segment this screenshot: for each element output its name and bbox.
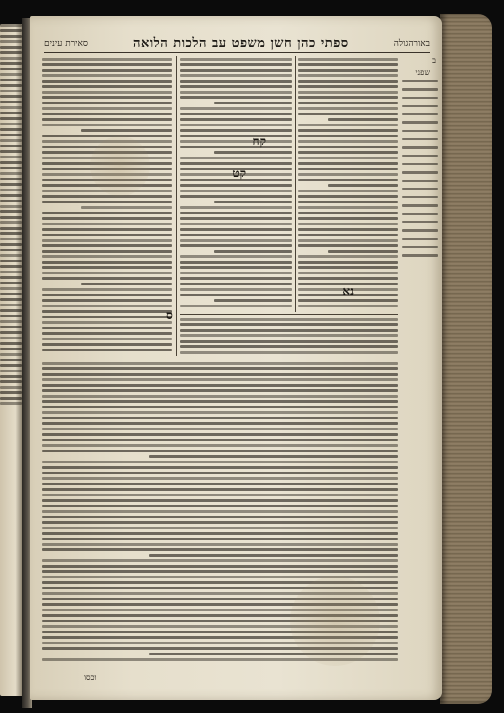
text-line — [0, 200, 22, 203]
text-line — [42, 499, 398, 502]
text-line — [42, 327, 172, 330]
text-line — [298, 102, 398, 105]
text-line — [42, 570, 398, 573]
text-line — [402, 97, 438, 99]
text-line — [180, 277, 292, 280]
text-line — [298, 190, 398, 193]
text-line — [214, 201, 292, 204]
text-line — [42, 395, 398, 398]
text-line — [42, 217, 172, 220]
text-line — [42, 124, 172, 127]
text-line — [298, 234, 398, 237]
text-line — [42, 288, 172, 291]
text-line — [0, 287, 22, 290]
text-line — [298, 113, 398, 116]
text-line — [42, 494, 398, 497]
text-line — [298, 80, 398, 83]
text-line — [298, 74, 398, 77]
text-line — [42, 559, 398, 562]
text-line — [42, 332, 172, 335]
text-line — [0, 331, 22, 334]
text-line — [42, 305, 172, 308]
text-line — [42, 450, 398, 453]
text-line — [0, 309, 22, 312]
text-line — [298, 146, 398, 149]
text-line — [298, 124, 398, 127]
text-line — [402, 163, 438, 165]
text-line — [298, 63, 398, 66]
header-column-label: סאירת עינים — [44, 38, 89, 49]
text-line — [0, 106, 22, 109]
text-line — [180, 272, 292, 275]
text-line — [180, 206, 292, 209]
text-line — [180, 146, 292, 149]
text-line — [0, 57, 22, 60]
text-line — [42, 272, 172, 275]
text-line — [180, 334, 398, 337]
text-line — [42, 400, 398, 403]
text-line — [298, 277, 398, 280]
text-line — [42, 228, 172, 231]
text-line — [298, 96, 398, 99]
text-line — [298, 261, 398, 264]
text-line — [42, 505, 398, 508]
text-line — [298, 255, 398, 258]
text-line — [298, 299, 398, 302]
text-line — [180, 129, 292, 132]
text-line — [42, 239, 172, 242]
text-line — [298, 58, 398, 61]
text-line — [180, 190, 292, 193]
text-line — [180, 63, 292, 66]
section-mark: נא — [342, 284, 354, 298]
text-line — [0, 320, 22, 323]
text-line — [180, 91, 292, 94]
text-line — [42, 261, 172, 264]
text-line — [180, 58, 292, 61]
margin-glosses — [402, 80, 438, 270]
text-line — [180, 345, 398, 348]
margin-gloss-label: שפני — [415, 68, 430, 77]
text-line — [298, 305, 398, 308]
text-line — [298, 266, 398, 269]
text-line — [402, 121, 438, 123]
text-line — [0, 359, 22, 362]
text-line — [180, 234, 292, 237]
text-line — [402, 213, 438, 215]
text-line — [0, 375, 22, 378]
text-line — [402, 246, 438, 248]
text-line — [298, 179, 398, 182]
text-line — [298, 85, 398, 88]
text-line — [42, 338, 172, 341]
text-line — [42, 74, 172, 77]
text-line — [0, 79, 22, 82]
text-line — [42, 343, 172, 346]
text-line — [0, 95, 22, 98]
text-line — [298, 239, 398, 242]
text-line — [180, 212, 292, 215]
text-line — [180, 157, 292, 160]
text-line — [42, 548, 398, 551]
text-line — [0, 172, 22, 175]
text-line — [298, 140, 398, 143]
text-line — [42, 543, 398, 546]
text-line — [42, 444, 398, 447]
text-line — [0, 161, 22, 164]
text-line — [0, 123, 22, 126]
text-line — [42, 244, 172, 247]
text-line — [298, 212, 398, 215]
text-line — [0, 51, 22, 54]
text-line — [0, 62, 22, 65]
text-line — [180, 184, 292, 187]
text-line — [0, 282, 22, 285]
text-line — [298, 162, 398, 165]
text-line — [298, 151, 398, 154]
text-line — [0, 221, 22, 224]
text-line — [0, 315, 22, 318]
text-line — [214, 102, 292, 105]
text-line — [42, 255, 172, 258]
text-line — [298, 69, 398, 72]
text-line — [42, 472, 398, 475]
text-line — [180, 162, 292, 165]
text-line — [42, 477, 398, 480]
text-line — [0, 216, 22, 219]
text-line — [42, 234, 172, 237]
text-line — [0, 68, 22, 71]
text-line — [0, 249, 22, 252]
text-line — [81, 283, 172, 286]
commentary-column-middle — [180, 58, 292, 310]
text-line — [42, 538, 398, 541]
text-line — [180, 283, 292, 286]
text-line — [42, 250, 172, 253]
text-line — [0, 276, 22, 279]
text-line — [42, 107, 172, 110]
text-line — [0, 205, 22, 208]
text-line — [42, 439, 398, 442]
text-line — [180, 323, 398, 326]
text-line — [180, 261, 292, 264]
text-line — [81, 206, 172, 209]
text-line — [42, 565, 398, 568]
text-line — [0, 194, 22, 197]
text-line — [180, 217, 292, 220]
text-line — [42, 417, 398, 420]
text-line — [0, 380, 22, 383]
text-line — [298, 168, 398, 171]
text-line — [42, 212, 172, 215]
text-line — [0, 293, 22, 296]
text-line — [298, 228, 398, 231]
text-line — [42, 433, 398, 436]
text-line — [42, 422, 398, 425]
text-line — [298, 129, 398, 132]
text-line — [402, 180, 438, 182]
text-line — [42, 406, 398, 409]
text-line — [42, 384, 398, 387]
text-line — [328, 184, 398, 187]
text-line — [298, 157, 398, 160]
text-line — [0, 265, 22, 268]
text-line — [0, 156, 22, 159]
text-line — [42, 135, 172, 138]
column-divider — [176, 56, 177, 356]
text-line — [0, 386, 22, 389]
text-line — [42, 521, 398, 524]
text-line — [42, 201, 172, 204]
running-header — [44, 34, 430, 53]
text-line — [0, 101, 22, 104]
text-line — [42, 69, 172, 72]
text-line — [180, 74, 292, 77]
text-line — [402, 88, 438, 90]
text-line — [0, 178, 22, 181]
text-line — [402, 130, 438, 132]
main-text-column-upper — [298, 58, 398, 310]
text-line — [180, 288, 292, 291]
section-mark: קח — [252, 134, 266, 148]
text-line — [0, 370, 22, 373]
text-line — [0, 189, 22, 192]
section-mark: ס — [166, 308, 173, 322]
text-line — [0, 232, 22, 235]
text-line — [149, 554, 398, 557]
text-line — [180, 69, 292, 72]
text-line — [42, 85, 172, 88]
text-line — [402, 138, 438, 140]
text-line — [42, 461, 398, 464]
text-line — [42, 58, 172, 61]
text-line — [0, 117, 22, 120]
text-line — [298, 201, 398, 204]
text-line — [42, 362, 398, 365]
text-line — [298, 195, 398, 198]
text-line — [0, 391, 22, 394]
text-line — [0, 326, 22, 329]
text-line — [0, 24, 22, 27]
text-line — [402, 155, 438, 157]
text-line — [42, 411, 398, 414]
text-line — [42, 310, 172, 313]
text-line — [402, 254, 438, 256]
text-line — [0, 128, 22, 131]
text-line — [402, 105, 438, 107]
text-line — [0, 337, 22, 340]
page-title: ספתי כהן חשן משפט עב הלכות הלואה — [133, 36, 349, 51]
text-line — [0, 260, 22, 263]
header-margin-label: באורהגולה — [393, 38, 430, 49]
section-mark: קט — [232, 166, 246, 180]
text-line — [180, 340, 398, 343]
text-line — [0, 348, 22, 351]
text-line — [42, 389, 398, 392]
text-line — [180, 255, 292, 258]
text-line — [0, 112, 22, 115]
text-line — [402, 188, 438, 190]
text-line — [0, 397, 22, 400]
text-line — [0, 183, 22, 186]
commentary-column-left — [42, 58, 172, 358]
column-divider — [295, 56, 296, 312]
text-line — [298, 217, 398, 220]
text-line — [42, 223, 172, 226]
text-line — [402, 113, 438, 115]
text-line — [0, 342, 22, 345]
text-line — [0, 145, 22, 148]
text-line — [42, 294, 172, 297]
text-line — [402, 196, 438, 198]
text-line — [42, 321, 172, 324]
text-line — [81, 129, 172, 132]
text-line — [402, 221, 438, 223]
text-line — [42, 488, 398, 491]
text-line — [42, 80, 172, 83]
text-line — [0, 134, 22, 137]
text-line — [0, 210, 22, 213]
text-line — [42, 510, 398, 513]
text-line — [180, 244, 292, 247]
text-line — [0, 254, 22, 257]
text-line — [42, 527, 398, 530]
text-line — [42, 483, 398, 486]
text-line — [180, 305, 292, 308]
text-line — [0, 150, 22, 153]
text-line — [298, 223, 398, 226]
section-rule — [180, 314, 398, 315]
margin-numeral: ב — [432, 56, 436, 65]
text-line — [180, 113, 292, 116]
text-line — [0, 73, 22, 76]
text-line — [42, 63, 172, 66]
facing-page-edge — [0, 24, 22, 696]
text-line — [298, 107, 398, 110]
text-line — [298, 135, 398, 138]
text-line — [298, 244, 398, 247]
text-line — [0, 139, 22, 142]
text-line — [402, 171, 438, 173]
text-line — [0, 167, 22, 170]
text-line — [298, 272, 398, 275]
catchword: וכסו — [84, 673, 97, 682]
text-line — [214, 151, 292, 154]
text-line — [42, 113, 172, 116]
text-line — [0, 40, 22, 43]
text-line — [180, 124, 292, 127]
text-line — [42, 373, 398, 376]
text-line — [0, 271, 22, 274]
text-line — [298, 173, 398, 176]
text-line — [42, 266, 172, 269]
text-line — [180, 351, 398, 354]
text-line — [402, 229, 438, 231]
text-line — [42, 91, 172, 94]
text-line — [42, 316, 172, 319]
text-line — [42, 532, 398, 535]
text-line — [0, 227, 22, 230]
text-line — [0, 353, 22, 356]
text-line — [328, 118, 398, 121]
text-line — [402, 80, 438, 82]
text-line — [402, 204, 438, 206]
text-line — [298, 91, 398, 94]
text-line — [0, 364, 22, 367]
text-line — [402, 146, 438, 148]
text-line — [0, 46, 22, 49]
text-line — [180, 85, 292, 88]
text-line — [149, 455, 398, 458]
text-line — [42, 96, 172, 99]
main-text-block-mid — [180, 318, 398, 358]
paper-stain — [290, 576, 380, 666]
text-line — [42, 367, 398, 370]
text-line — [402, 238, 438, 240]
text-line — [180, 294, 292, 297]
text-line — [42, 277, 172, 280]
text-line — [180, 318, 398, 321]
text-line — [0, 298, 22, 301]
text-line — [180, 329, 398, 332]
text-line — [42, 299, 172, 302]
text-line — [180, 140, 292, 143]
text-line — [214, 299, 292, 302]
text-line — [0, 402, 22, 405]
text-line — [42, 195, 172, 198]
text-line — [0, 243, 22, 246]
text-line — [0, 90, 22, 93]
text-line — [180, 195, 292, 198]
text-line — [0, 84, 22, 87]
text-line — [42, 516, 398, 519]
text-line — [180, 118, 292, 121]
text-line — [180, 80, 292, 83]
page-block-edge — [440, 14, 492, 704]
text-line — [328, 250, 398, 253]
text-line — [42, 102, 172, 105]
text-line — [42, 349, 172, 352]
text-line — [0, 29, 22, 32]
text-line — [214, 250, 292, 253]
text-line — [180, 107, 292, 110]
text-line — [180, 223, 292, 226]
text-line — [180, 239, 292, 242]
text-line — [298, 206, 398, 209]
text-line — [42, 118, 172, 121]
book-page — [30, 16, 442, 700]
text-line — [42, 466, 398, 469]
text-line — [42, 428, 398, 431]
text-line — [0, 238, 22, 241]
text-line — [42, 378, 398, 381]
text-line — [180, 266, 292, 269]
text-line — [0, 304, 22, 307]
text-line — [180, 228, 292, 231]
text-line — [0, 35, 22, 38]
text-line — [180, 96, 292, 99]
paper-stain — [90, 136, 150, 196]
text-line — [180, 135, 292, 138]
